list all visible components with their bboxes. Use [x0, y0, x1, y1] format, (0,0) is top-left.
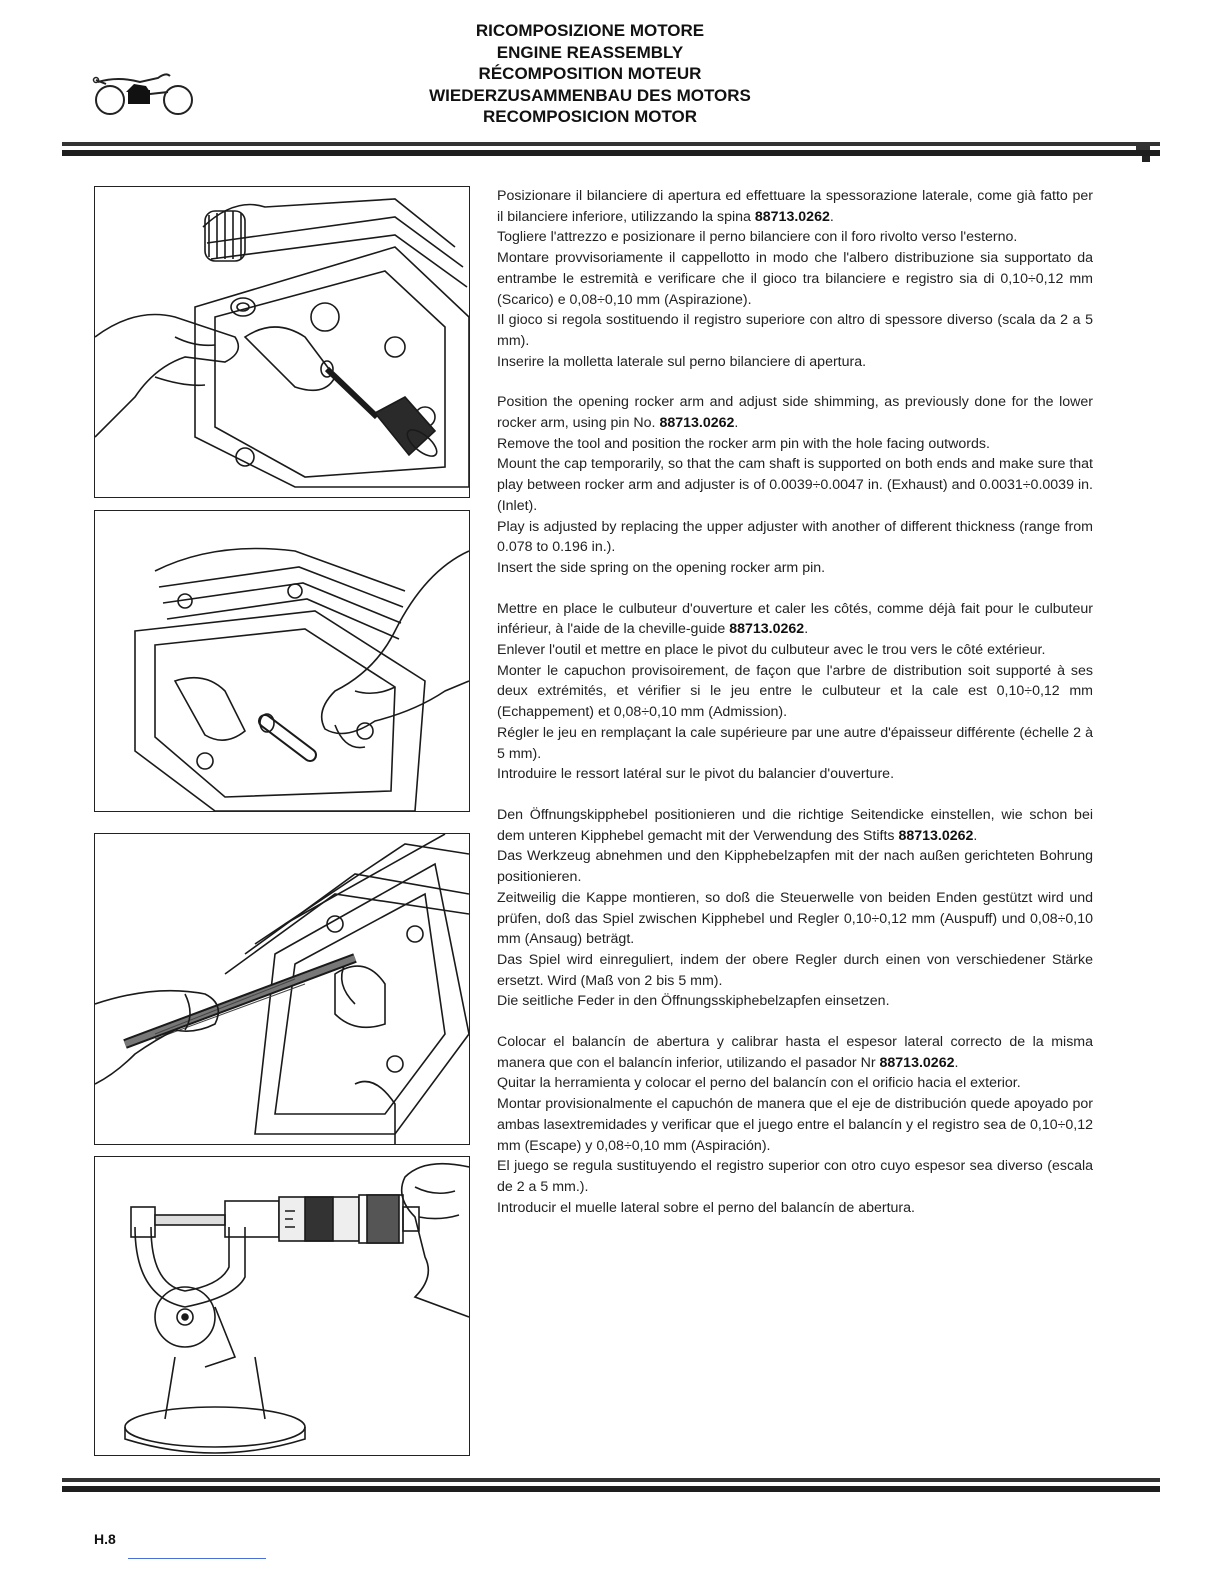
- es-paragraph-5: Introducir el muelle lateral sobre el perno del balancín de abertura.: [497, 1199, 915, 1216]
- de-paragraph-5: Die seitliche Feder in den Öffnungsskiphebelzapfen einsetzen.: [497, 993, 890, 1010]
- part-number: 88713.0262: [729, 621, 805, 638]
- micrometer-measurement-illustration: [95, 1157, 469, 1455]
- part-number: 88713.0262: [898, 827, 974, 844]
- es-paragraph-4: El juego se regula sustituyendo el registro superior con otro cuyo espesor sea diverso (escala de 2 a 5 mm.).: [497, 1158, 1093, 1195]
- figure-feeler-gauge: [94, 833, 470, 1145]
- top-rule-thin: [62, 142, 1160, 146]
- section-english: [497, 392, 1093, 578]
- section-french: [497, 599, 1093, 785]
- fr-paragraph-3: Monter le capuchon provisoirement, de façon que l'arbre de distribution soit supporté à ses deux extrémités, et vérifier si le jeu entre le culbuteur et la cale est 0,10÷0,12 mm (Echappement) et 0,08÷0,10 mm (Admission).: [497, 662, 1093, 721]
- bottom-rule-thin: [62, 1478, 1160, 1482]
- instructions-text: [497, 186, 1093, 1238]
- en-paragraph-4: Play is adjusted by replacing the upper adjuster with another of different thickness (range from 0.078 to 0.196 in.).: [497, 518, 1093, 556]
- title-de: WIEDERZUSAMMENBAU DES MOTORS: [429, 85, 751, 105]
- es-paragraph-1: Colocar el balancín de abertura y calibrar hasta el espesor lateral correcto de la misma manera que con el balancín inferior, utilizando el pasador Nr 88713.0262.: [497, 1034, 1093, 1071]
- it-paragraph-1: Posizionare il bilanciere di apertura ed effettuare la spessorazione laterale, come già fatto per il bilanciere inferiore, utilizzando la spina 88713.0262.: [497, 188, 1093, 225]
- figure-rocker-pin-insertion: [94, 510, 470, 812]
- motorcycle-icon: [88, 64, 198, 124]
- page-number: H.8: [94, 1531, 116, 1547]
- en-paragraph-5: Insert the side spring on the opening rocker arm pin.: [497, 559, 826, 576]
- fr-paragraph-2: Enlever l'outil et mettre en place le pivot du culbuteur avec le trou vers le côté extérieur.: [497, 642, 1046, 659]
- header-titles: [380, 20, 800, 128]
- rocker-arm-pin-tool-illustration: [95, 187, 469, 497]
- feeler-gauge-check-illustration: [95, 834, 469, 1144]
- fr-paragraph-4: Régler le jeu en remplaçant la cale supérieure par une autre d'épaisseur différente (échelle 2 à 5 mm).: [497, 724, 1093, 762]
- it-paragraph-3: Montare provvisoriamente il cappellotto in modo che l'albero distribuzione sia supportato da entrambe le estremità e verificare che il gioco tra bilanciere e registro sia di 0,10÷0,12 mm (Scarico) e 0,08÷0,10 mm (Aspirazione).: [497, 250, 1093, 308]
- title-en: ENGINE REASSEMBLY: [496, 42, 684, 62]
- es-paragraph-2: Quitar la herramienta y colocar el perno del balancín con el orificio hacia el exterior.: [497, 1075, 1021, 1092]
- it-paragraph-4: Il gioco si regola sostituendo il registro superiore con altro di spessore diverso (scala da 2 a 5 mm).: [497, 312, 1093, 349]
- fr-paragraph-5: Introduire le ressort latéral sur le pivot du balancier d'ouverture.: [497, 766, 895, 783]
- title-es: RECOMPOSICION MOTOR: [482, 107, 698, 126]
- fr-paragraph-1: Mettre en place le culbuteur d'ouverture et caler les côtés, comme déjà fait pour le culbuteur inférieur, à l'aide de la cheville-guide 88713.0262.: [497, 600, 1093, 638]
- bottom-rule-thick: [62, 1486, 1160, 1492]
- page-edge-mark: [1136, 138, 1150, 166]
- title-it: RICOMPOSIZIONE MOTORE: [475, 21, 705, 40]
- top-rule-thick: [62, 150, 1160, 156]
- it-paragraph-5: Inserire la molletta laterale sul perno bilanciere di apertura.: [497, 353, 867, 370]
- it-paragraph-2: Togliere l'attrezzo e posizionare il perno bilanciere con il foro rivolto verso l'esterno.: [497, 229, 1018, 246]
- title-fr: RÉCOMPOSITION MOTEUR: [478, 64, 702, 83]
- es-paragraph-3: Montar provisionalmente el capuchón de manera que el eje de distribución quede apoyado por ambas lasextremidades y verificar que el juego entre el balancín y el registro sea de 0,10÷0,12 mm (Escape) y 0,08÷0,10 mm (Aspiración).: [497, 1096, 1093, 1154]
- en-paragraph-3: Mount the cap temporarily, so that the cam shaft is supported on both ends and make sure that play between rocker arm and adjuster is of 0.0039÷0.0047 in. (Exhaust) and 0.0031÷0.0039 in. (Inlet).: [497, 456, 1093, 514]
- de-paragraph-2: Das Werkzeug abnehmen und den Kipphebelzapfen mit der nach außen gerichteten Bohrung positionieren.: [497, 848, 1093, 886]
- figure-rocker-pin-tool: [94, 186, 470, 498]
- part-number: 88713.0262: [879, 1054, 955, 1071]
- footer-link-line: [128, 1558, 266, 1559]
- de-paragraph-1: Den Öffnungskipphebel positionieren und die richtige Seitendicke einstellen, wie schon bei dem unteren Kipphebel gemacht mit der Verwendung des Stifts 88713.0262.: [497, 806, 1093, 844]
- rocker-arm-pin-insertion-illustration: [95, 511, 469, 811]
- section-german: [497, 805, 1093, 1012]
- section-spanish: [497, 1032, 1093, 1218]
- de-paragraph-4: Das Spiel wird einreguliert, indem der obere Regler durch einen von verschiedener Stärke ersetzt. Wird (Maß von 2 bis 5 mm).: [497, 951, 1093, 989]
- figure-micrometer: [94, 1156, 470, 1456]
- de-paragraph-3: Zeitweilig die Kappe montieren, so doß die Steuerwelle von beiden Enden gestützt wird und prüfen, doß das Spiel zwischen Kipphebel und Regler 0,10÷0,12 mm (Auspuff) und 0,08÷0,10 mm (Ansaug) beträgt.: [497, 889, 1093, 948]
- en-paragraph-2: Remove the tool and position the rocker arm pin with the hole facing outwords.: [497, 435, 990, 452]
- part-number: 88713.0262: [754, 208, 830, 225]
- part-number: 88713.0262: [659, 415, 735, 432]
- section-italian: [497, 186, 1093, 372]
- en-paragraph-1: Position the opening rocker arm and adjust side shimming, as previously done for the lower rocker arm, using pin No. 88713.0262.: [497, 394, 1093, 432]
